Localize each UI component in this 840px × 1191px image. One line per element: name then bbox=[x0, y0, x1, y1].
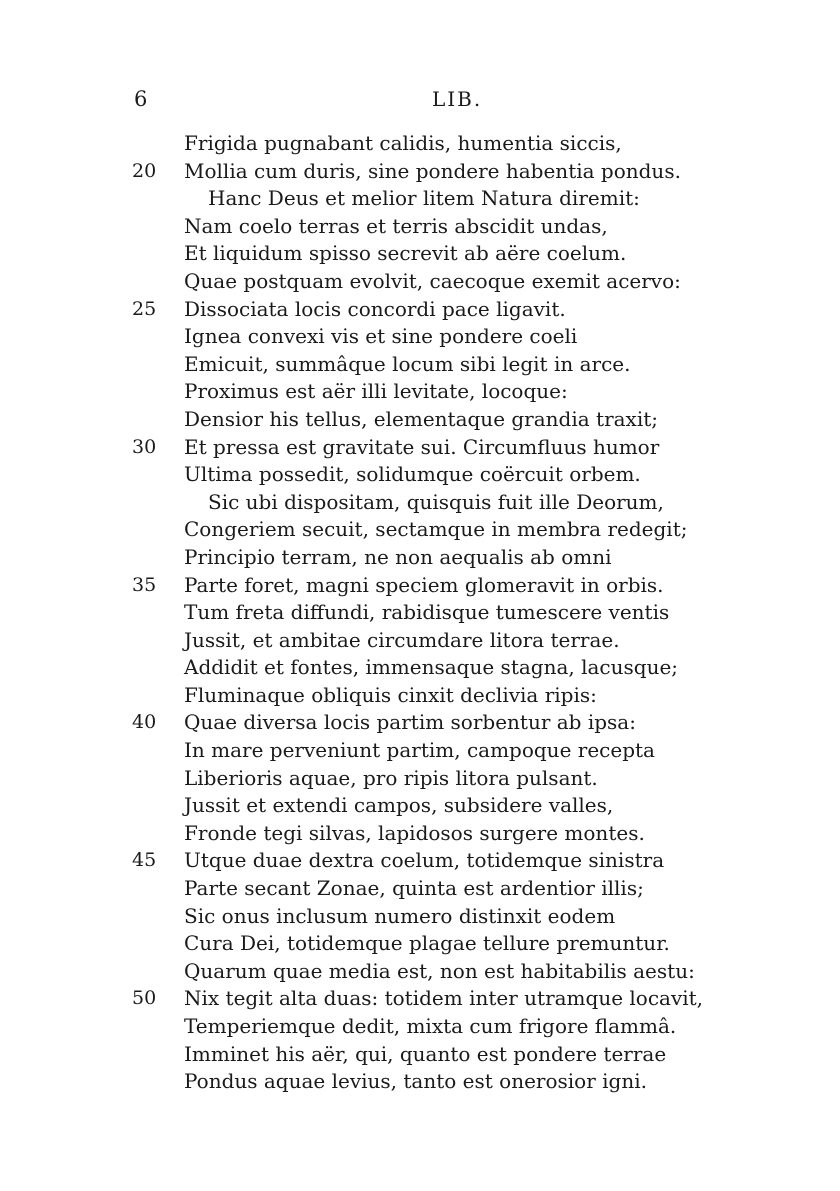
verse-text: Mollia cum duris, sine pondere habentia pondus. bbox=[184, 158, 681, 183]
verse-text: Pondus aquae levius, tanto est onerosior igni. bbox=[184, 1069, 647, 1094]
verse-text: Quae postquam evolvit, caecoque exemit acervo: bbox=[184, 268, 681, 293]
verse-line bbox=[0, 158, 840, 186]
verse-line bbox=[0, 903, 840, 931]
verse-text: Sic ubi dispositam, quisquis fuit ille Deorum, bbox=[208, 489, 664, 514]
verse-block bbox=[0, 130, 840, 1096]
verse-text: Quae diversa locis partim sorbentur ab ipsa: bbox=[184, 710, 636, 735]
verse-text: Parte foret, magni speciem glomeravit in orbis. bbox=[184, 572, 664, 597]
verse-line bbox=[0, 709, 840, 737]
verse-line bbox=[0, 351, 840, 379]
verse-line bbox=[0, 792, 840, 820]
verse-text: Et liquidum spisso secrevit ab aëre coelum. bbox=[184, 241, 627, 266]
verse-text: Ultima possedit, solidumque coërcuit orbem. bbox=[184, 462, 641, 487]
verse-text: Principio terram, ne non aequalis ab omni bbox=[184, 544, 612, 569]
verse-line bbox=[0, 599, 840, 627]
verse-text: Addidit et fontes, immensaque stagna, lacusque; bbox=[184, 655, 679, 680]
verse-text: Et pressa est gravitate sui. Circumfluus humor bbox=[184, 434, 660, 459]
verse-text: Nix tegit alta duas: totidem inter utramque locavit, bbox=[184, 986, 704, 1011]
line-number: 30 bbox=[132, 435, 157, 458]
line-number: 40 bbox=[132, 711, 157, 734]
verse-text: Frigida pugnabant calidis, humentia siccis, bbox=[184, 131, 622, 155]
verse-line bbox=[0, 820, 840, 848]
verse-text: Dissociata locis concordi pace ligavit. bbox=[184, 296, 566, 321]
verse-line bbox=[0, 240, 840, 268]
verse-text: Parte secant Zonae, quinta est ardentior illis; bbox=[184, 876, 644, 901]
verse-text: Quarum quae media est, non est habitabilis aestu: bbox=[184, 958, 695, 983]
verse-line bbox=[0, 406, 840, 434]
line-number: 35 bbox=[132, 573, 157, 596]
page-number: 6 bbox=[134, 87, 148, 111]
verse-line bbox=[0, 654, 840, 682]
verse-line bbox=[0, 847, 840, 875]
verse-text: Proximus est aër illi levitate, locoque: bbox=[184, 379, 568, 404]
verse-text: In mare perveniunt partim, campoque recepta bbox=[184, 738, 655, 763]
verse-text: Liberioris aquae, pro ripis litora pulsant. bbox=[184, 765, 598, 790]
verse-text: Utque duae dextra coelum, totidemque sinistra bbox=[184, 848, 665, 873]
verse-text: Sic onus inclusum numero distinxit eodem bbox=[184, 903, 616, 928]
line-number: 20 bbox=[132, 159, 157, 182]
verse-line bbox=[0, 516, 840, 544]
verse-text: Ignea convexi vis et sine pondere coeli bbox=[184, 324, 578, 349]
line-number: 45 bbox=[132, 849, 157, 872]
verse-line bbox=[0, 544, 840, 572]
verse-text: Hanc Deus et melior litem Natura diremit: bbox=[208, 186, 640, 211]
verse-line bbox=[0, 572, 840, 600]
verse-text: Densior his tellus, elementaque grandia traxit; bbox=[184, 406, 659, 431]
verse-text: Tum freta diffundi, rabidisque tumescere ventis bbox=[184, 600, 670, 625]
verse-text: Cura Dei, totidemque plagae tellure premuntur. bbox=[184, 931, 670, 956]
verse-text: Congeriem secuit, sectamque in membra redegit; bbox=[184, 517, 688, 542]
verse-text: Fronde tegi silvas, lapidosos surgere montes. bbox=[184, 820, 645, 845]
verse-text: Imminet his aër, qui, quanto est pondere terrae bbox=[184, 1041, 667, 1066]
verse-line bbox=[0, 627, 840, 655]
verse-text: Temperiemque dedit, mixta cum frigore flammâ. bbox=[184, 1014, 677, 1038]
verse-line bbox=[0, 1068, 840, 1096]
line-number: 25 bbox=[132, 297, 157, 320]
verse-line bbox=[0, 378, 840, 406]
verse-text: Nam coelo terras et terris abscidit undas, bbox=[184, 213, 608, 238]
verse-line bbox=[0, 434, 840, 462]
verse-line bbox=[0, 682, 840, 710]
verse-line bbox=[0, 958, 840, 986]
verse-text: Jussit et extendi campos, subsidere valles, bbox=[184, 793, 614, 818]
verse-line bbox=[0, 489, 840, 517]
verse-line bbox=[0, 296, 840, 324]
verse-line bbox=[0, 323, 840, 351]
verse-text: Fluminaque obliquis cinxit declivia ripis: bbox=[184, 682, 597, 707]
verse-line bbox=[0, 213, 840, 241]
verse-line bbox=[0, 765, 840, 793]
verse-line bbox=[0, 1041, 840, 1069]
running-head: LIB. bbox=[432, 87, 483, 111]
verse-text: Emicuit, summâque locum sibi legit in arce. bbox=[184, 351, 631, 376]
verse-line bbox=[0, 185, 840, 213]
verse-line bbox=[0, 461, 840, 489]
verse-line bbox=[0, 985, 840, 1013]
verse-line bbox=[0, 737, 840, 765]
verse-line bbox=[0, 268, 840, 296]
verse-line bbox=[0, 1013, 840, 1041]
verse-line bbox=[0, 130, 840, 158]
line-number: 50 bbox=[132, 987, 157, 1010]
verse-line bbox=[0, 875, 840, 903]
verse-text: Jussit, et ambitae circumdare litora terrae. bbox=[184, 627, 620, 652]
verse-line bbox=[0, 930, 840, 958]
